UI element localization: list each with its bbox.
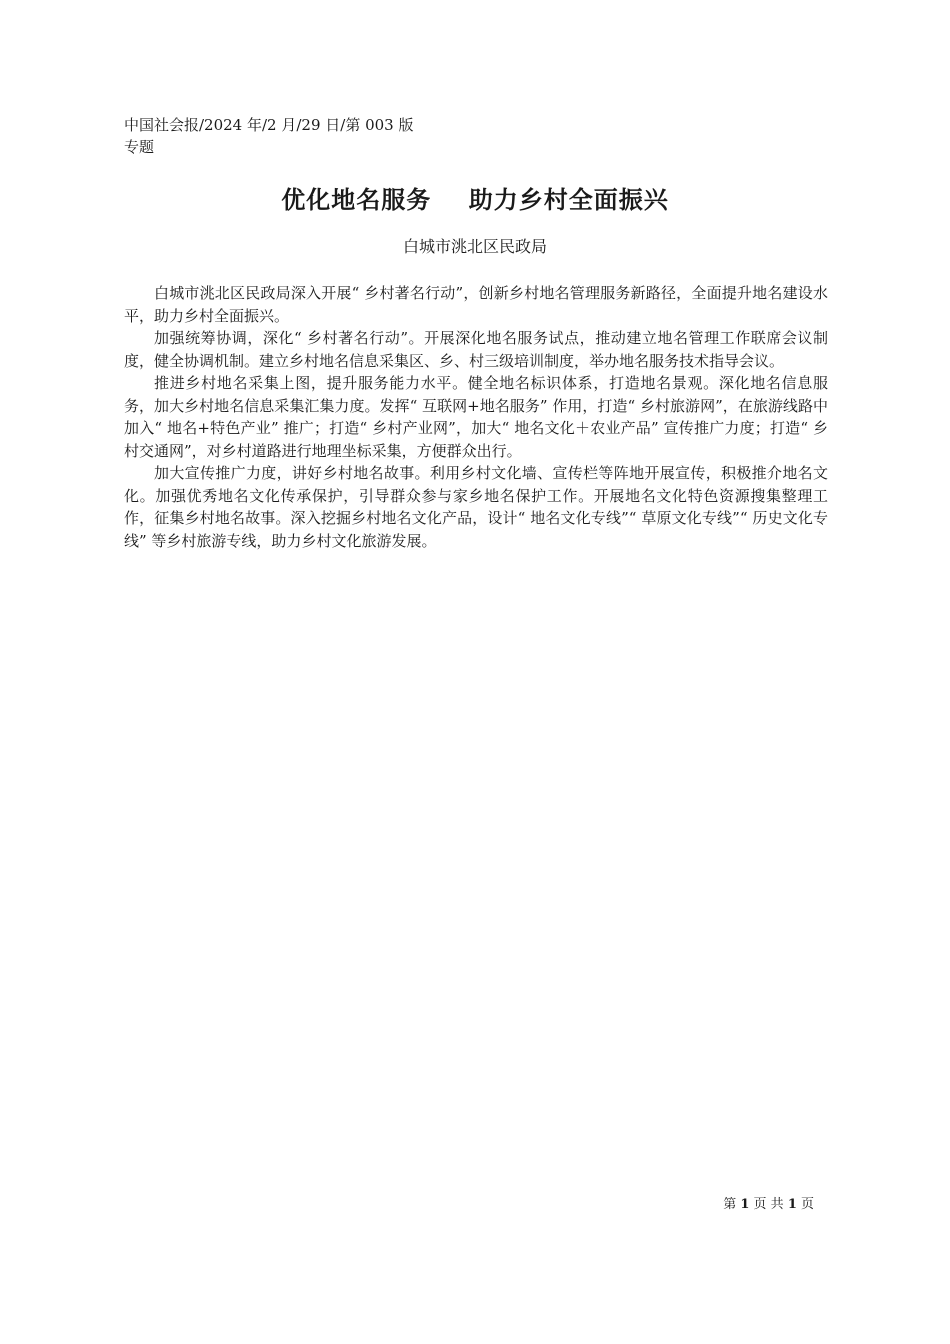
paragraph: 白城市洮北区民政局深入开展“ 乡村著名行动”，创新乡村地名管理服务新路径，全面提升地名建设水平，助力乡村全面振兴。 — [124, 284, 828, 325]
article-title: 优化地名服务 助力乡村全面振兴 — [281, 186, 669, 214]
paragraph: 加强统筹协调，深化“ 乡村著名行动”。开展深化地名服务试点，推动建立地名管理工作联席会议制度，健全协调机制。建立乡村地名信息采集区、乡、村三级培训制度，举办地名服务技术指导会议。 — [124, 329, 828, 370]
page-number-footer — [600, 1193, 814, 1212]
page-current: 1 — [740, 1197, 750, 1212]
page-middle: 页 共 — [749, 1197, 788, 1212]
paragraph: 加大宣传推广力度，讲好乡村地名故事。利用乡村文化墙、宣传栏等阵地开展宣传，积极推介地名文化。加强优秀地名文化传承保护，引导群众参与家乡地名保护工作。开展地名文化特色资源搜集整理工作，征集乡村地名故事。深入挖掘乡村地名文化产品，设计“ 地名文化专线”“ 草原文化专线”“ 历史文化专线” 等乡村旅游专线，助力乡村文化旅游发展。 — [124, 464, 828, 550]
article-body — [124, 282, 828, 552]
page-prefix: 第 — [723, 1197, 741, 1212]
article-author: 白城市洮北区民政局 — [402, 237, 547, 256]
page-suffix: 页 — [796, 1197, 814, 1212]
paragraph: 推进乡村地名采集上图，提升服务能力水平。健全地名标识体系，打造地名景观。深化地名信息服务，加大乡村地名信息采集汇集力度。发挥“ 互联网+地名服务” 作用，打造“ 乡村旅游网”，在旅游线路中加入“ 地名+特色产业” 推广；打造“ 乡村产业网”，加大“ 地名文化＋农业产品” 宣传推广力度；打造“ 乡村交通网”，对乡村道路进行地理坐标采集，方便群众出行。 — [124, 374, 828, 460]
source-line: 中国社会报/2024 年/2 月/29 日/第 003 版专题 — [124, 116, 414, 156]
page-total: 1 — [787, 1197, 797, 1212]
